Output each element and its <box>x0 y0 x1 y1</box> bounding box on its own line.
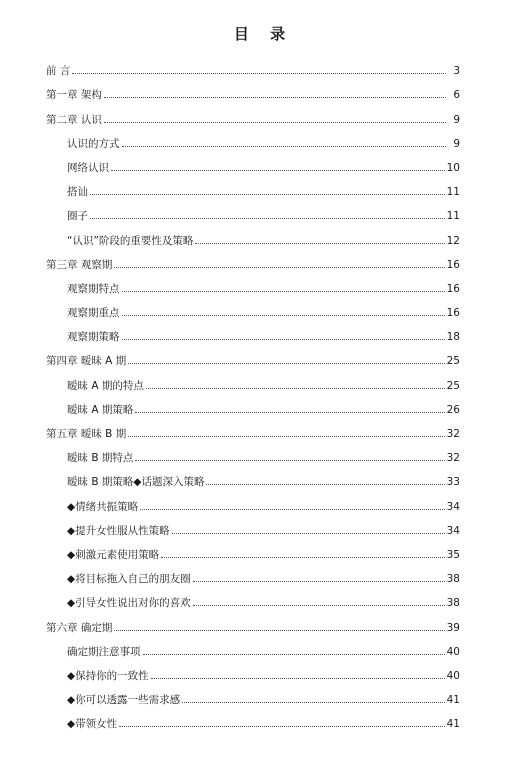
toc-entry-label: ◆带领女性 <box>67 718 118 731</box>
toc-entry-label: 第四章 暧昧 A 期 <box>46 355 127 368</box>
toc-section-entry <box>46 464 460 488</box>
toc-chapter-entry <box>46 609 460 633</box>
toc-dot-leader <box>122 315 445 316</box>
toc-entry-label: 网络认识 <box>67 161 109 174</box>
toc-section-entry <box>46 513 460 537</box>
toc-dot-leader <box>128 363 444 364</box>
toc-entry-label: ◆刺激元素使用策略 <box>67 548 160 561</box>
toc-section-entry <box>46 174 460 198</box>
toc-dot-leader <box>161 557 445 558</box>
toc-entry-label: 认识的方式 <box>67 137 120 150</box>
toc-dot-leader <box>182 702 445 703</box>
toc-chapter-entry <box>46 247 460 271</box>
toc-dot-leader <box>90 218 445 219</box>
toc-section-entry <box>46 198 460 222</box>
toc-entry-label: 暧昧 A 期的特点 <box>67 379 144 392</box>
toc-entry-label: 暧昧 B 期特点 <box>67 452 134 465</box>
toc-section-entry <box>46 440 460 464</box>
toc-dot-leader <box>119 726 445 727</box>
toc-dot-leader <box>122 146 447 147</box>
toc-section-entry <box>46 367 460 391</box>
toc-page-number: 40 <box>446 669 460 682</box>
toc-entry-label: 第五章 暧昧 B 期 <box>46 428 127 440</box>
toc-page-number: 12 <box>446 234 460 247</box>
toc-section-entry <box>46 561 460 585</box>
toc-entry-label: 第六章 确定期 <box>46 621 113 634</box>
toc-page-number: 11 <box>446 186 460 199</box>
toc-dot-leader <box>146 388 445 389</box>
toc-page-number: 9 <box>453 137 460 150</box>
toc-dot-leader <box>135 412 444 413</box>
toc-dot-leader <box>122 339 445 340</box>
toc-section-entry <box>46 150 460 174</box>
toc-dot-leader <box>172 533 445 534</box>
toc-page-number: 26 <box>446 403 460 416</box>
toc-chapter-entry <box>46 77 460 101</box>
toc-entry-label: 暧昧 A 期策略 <box>67 403 134 416</box>
toc-dot-leader <box>111 170 445 171</box>
toc-dot-leader <box>140 509 445 510</box>
toc-page-number: 32 <box>446 428 460 440</box>
toc-page-number: 11 <box>446 210 460 223</box>
toc-dot-leader <box>114 630 444 631</box>
toc-section-entry <box>46 392 460 416</box>
toc-page-number: 34 <box>446 524 460 537</box>
toc-dot-leader <box>135 460 444 461</box>
toc-entry-label: 第三章 观察期 <box>46 258 113 271</box>
toc-section-entry <box>46 126 460 150</box>
toc-entry-label: ◆引导女性说出对你的喜欢 <box>67 597 191 610</box>
toc-section-entry <box>46 658 460 682</box>
toc-page-number: 33 <box>446 476 460 489</box>
toc-page-number: 41 <box>446 718 460 731</box>
toc-page-number: 34 <box>446 500 460 513</box>
toc-entry-label: 确定期注意事项 <box>67 645 141 658</box>
toc-dot-leader <box>128 436 444 437</box>
toc-page-number: 39 <box>446 621 460 634</box>
toc-section-entry <box>46 222 460 246</box>
toc-dot-leader <box>114 267 444 268</box>
toc-entry-label: 暧昧 B 期策略◆话题深入策略 <box>67 476 205 489</box>
toc-chapter-entry <box>46 53 460 77</box>
toc-chapter-entry <box>46 416 460 440</box>
toc-entry-label: 搭讪 <box>67 186 88 199</box>
toc-section-entry <box>46 585 460 609</box>
toc-page-number: 3 <box>453 65 460 78</box>
toc-entry-label: 第二章 认识 <box>46 113 102 126</box>
toc-section-entry <box>46 488 460 512</box>
toc-entry-label: ◆情绪共振策略 <box>67 500 139 513</box>
toc-page-number: 10 <box>446 161 460 174</box>
toc-chapter-entry <box>46 101 460 125</box>
toc-section-entry <box>46 682 460 706</box>
toc-page-number: 40 <box>446 645 460 658</box>
toc-dot-leader <box>195 243 444 244</box>
toc-entry-label: 观察期特点 <box>67 282 120 295</box>
toc-page-number: 18 <box>446 331 460 344</box>
toc-page-number: 16 <box>446 307 460 320</box>
toc-entry-label: ◆提升女性服从性策略 <box>67 524 170 537</box>
toc-dot-leader <box>90 194 445 195</box>
toc-section-entry <box>46 634 460 658</box>
toc-dot-leader <box>122 291 445 292</box>
toc-entry-label: ◆将目标拖入自己的朋友圈 <box>67 573 191 586</box>
toc-page-number: 16 <box>446 258 460 271</box>
toc-section-entry <box>46 706 460 730</box>
toc-entry-label: 前 言 <box>46 65 71 78</box>
toc-page-number: 41 <box>446 694 460 707</box>
toc-list <box>46 53 460 730</box>
toc-section-entry <box>46 537 460 561</box>
toc-title: 目 录 <box>233 25 294 43</box>
toc-entry-label: 第一章 架构 <box>46 89 102 102</box>
toc-entry-label: 圈子 <box>67 210 88 223</box>
toc-page-number: 25 <box>446 355 460 368</box>
toc-entry-label: ◆你可以透露一些需求感 <box>67 694 181 707</box>
toc-dot-leader <box>206 484 444 485</box>
toc-dot-leader <box>143 654 445 655</box>
toc-section-entry <box>46 319 460 343</box>
toc-section-entry <box>46 271 460 295</box>
toc-dot-leader <box>104 97 446 98</box>
toc-page-number: 25 <box>446 379 460 392</box>
toc-page-number: 16 <box>446 282 460 295</box>
toc-dot-leader <box>151 678 445 679</box>
toc-entry-label: 观察期策略 <box>67 331 120 344</box>
toc-chapter-entry <box>46 343 460 367</box>
toc-page-number: 32 <box>446 452 460 465</box>
toc-page-number: 38 <box>446 573 460 586</box>
toc-page-number: 38 <box>446 597 460 610</box>
toc-page-number: 9 <box>453 113 460 126</box>
toc-dot-leader <box>193 605 445 606</box>
toc-page-number: 35 <box>446 548 460 561</box>
toc-entry-label: 观察期重点 <box>67 307 120 320</box>
toc-dot-leader <box>104 122 446 123</box>
toc-page-number: 6 <box>453 89 460 102</box>
toc-dot-leader <box>72 73 446 74</box>
toc-dot-leader <box>193 581 445 582</box>
toc-section-entry <box>46 295 460 319</box>
toc-entry-label: “认识”阶段的重要性及策略 <box>67 234 194 247</box>
toc-entry-label: ◆保持你的一致性 <box>67 669 149 682</box>
